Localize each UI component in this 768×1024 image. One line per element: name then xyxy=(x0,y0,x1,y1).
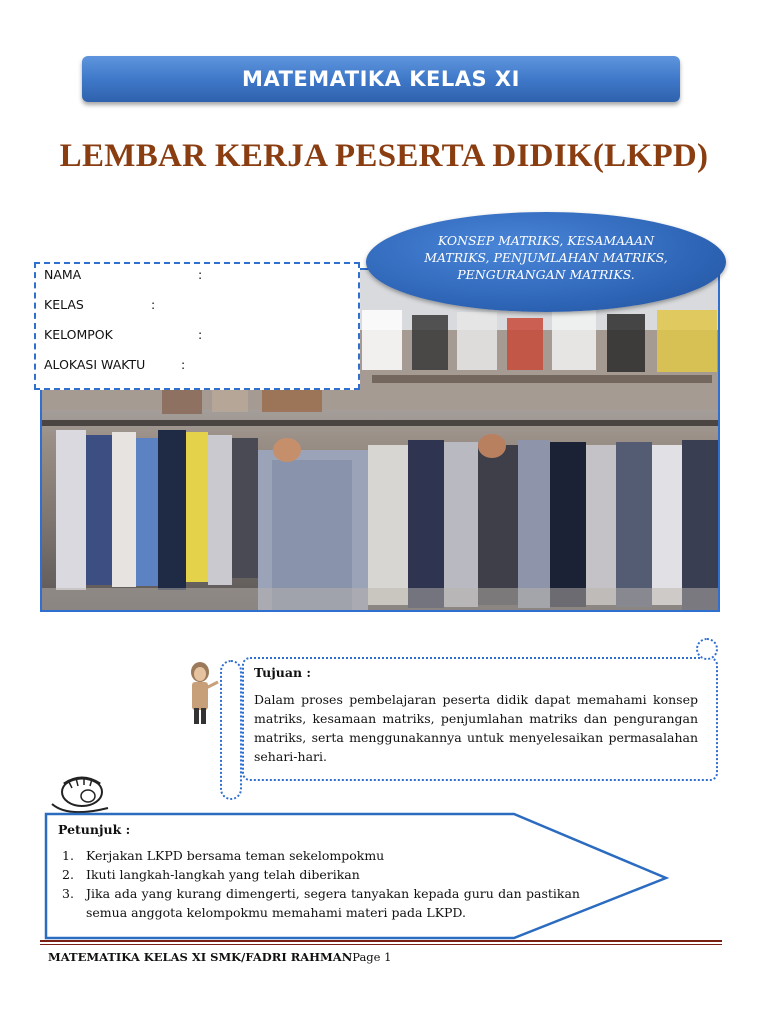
goal-scroll-left-curl xyxy=(220,660,242,800)
header-banner xyxy=(82,56,680,102)
identity-box xyxy=(34,262,360,390)
goal-box xyxy=(242,657,718,781)
teacher-icon xyxy=(184,660,220,732)
topic-text: KONSEP MATRIKS, KESAMAAAN MATRIKS, PENJUMLAHAN MATRIKS, PENGURANGAN MATRIKS. xyxy=(424,233,668,282)
instructions-list xyxy=(62,846,580,922)
list-item-number: 2. xyxy=(62,867,74,882)
group-colon: : xyxy=(198,327,203,342)
list-item xyxy=(62,865,580,884)
time-allocation-colon: : xyxy=(181,357,186,372)
list-item xyxy=(62,846,580,865)
list-item-text: Ikuti langkah-langkah yang telah diberikan xyxy=(86,867,360,882)
page-number: Page 1 xyxy=(352,950,392,964)
footer-rule-thin xyxy=(40,944,722,945)
instructions-label: Petunjuk : xyxy=(58,822,131,837)
goal-label: Tujuan : xyxy=(254,665,312,680)
list-item-text: Jika ada yang kurang dimengerti, segera tanyakan kepada guru dan pastikan semua anggota kelompokmu memahami materi pada LKPD. xyxy=(86,886,580,920)
banner-title: MATEMATIKA KELAS XI xyxy=(242,67,520,91)
list-item-text: Kerjakan LKPD bersama teman sekelompokmu xyxy=(86,848,385,863)
footer-rule-thick xyxy=(40,940,722,942)
page-footer xyxy=(48,950,391,964)
footer-text: MATEMATIKA KELAS XI SMK/FADRI RAHMAN xyxy=(48,950,353,964)
page-title: LEMBAR KERJA PESERTA DIDIK(LKPD) xyxy=(59,138,709,174)
group-label: KELOMPOK xyxy=(44,327,113,342)
class-label: KELAS xyxy=(44,297,84,312)
list-item-number: 3. xyxy=(62,886,74,901)
name-colon: : xyxy=(198,267,203,282)
list-item-number: 1. xyxy=(62,848,74,863)
name-label: NAMA xyxy=(44,267,82,282)
class-colon: : xyxy=(151,297,156,312)
goal-scroll-right-curl xyxy=(696,638,718,660)
time-allocation-label: ALOKASI WAKTU xyxy=(44,357,146,372)
goal-text: Dalam proses pembelajaran peserta didik dapat memahami konsep matriks, kesamaan matriks, penjumlahan matriks dan pengurangan matriks, serta menggunakannya untuk menyelesaikan permasalahan sehari-hari. xyxy=(254,692,698,764)
topic-bubble xyxy=(366,212,726,312)
list-item xyxy=(62,884,580,922)
